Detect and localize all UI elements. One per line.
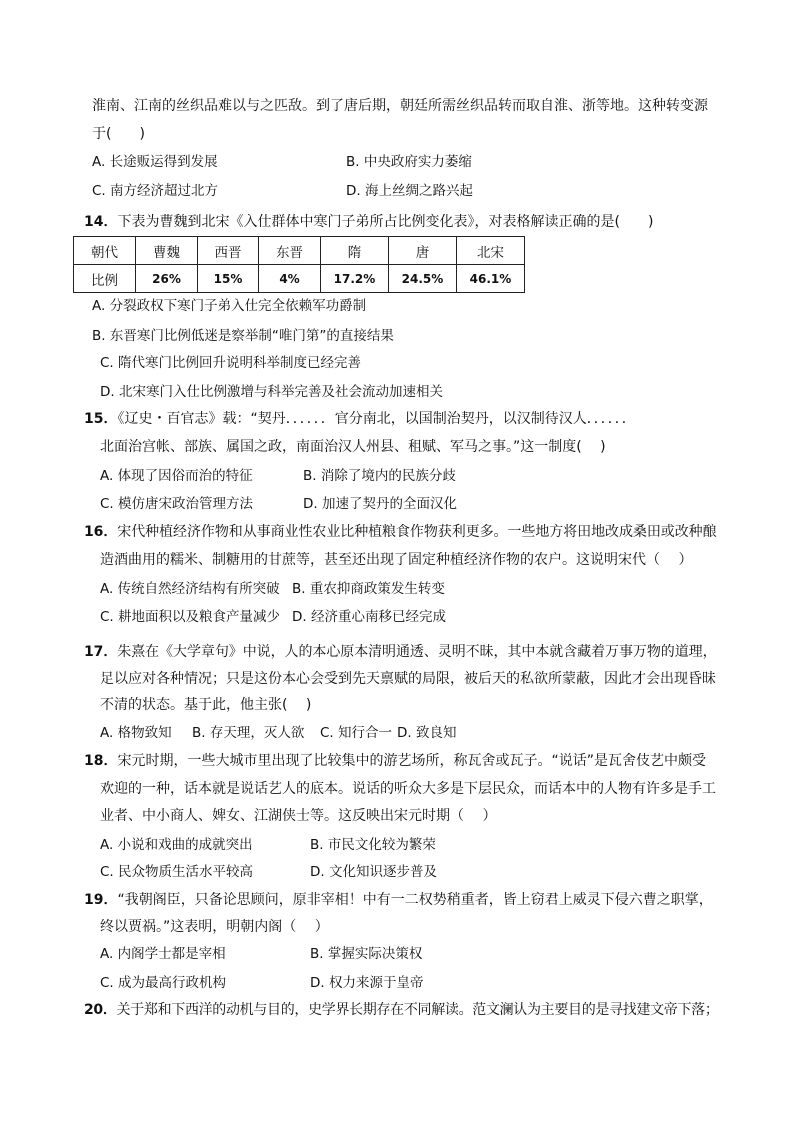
q13-stem-line-2: 于( ) [92, 126, 145, 142]
table-cell: 24.5% [389, 265, 457, 293]
q17-stem-line-1 [84, 642, 717, 662]
q19-option-b[interactable]: B. 掌握实际决策权 [310, 946, 423, 962]
q15-number: 15． [84, 411, 118, 427]
q15-option-b[interactable]: B. 消除了境内的民族分歧 [303, 468, 456, 484]
q19-option-a[interactable]: A. 内阁学士都是宰相 [100, 946, 226, 962]
table-header-row [74, 237, 525, 265]
q18-option-b[interactable]: B. 市民文化较为繁荣 [310, 837, 436, 853]
table-cell: 17.2% [321, 265, 389, 293]
q18-number: 18． [84, 753, 118, 769]
q18-option-d[interactable]: D. 文化知识逐步普及 [310, 864, 437, 880]
table-header-cell: 朝代 [74, 237, 136, 265]
table-cell: 15% [198, 265, 259, 293]
q15-stem-line-1 [84, 409, 636, 429]
q17-stem-line-3: 不清的状态。基于此，他主张( ) [100, 697, 312, 713]
table-cell: 比例 [74, 265, 136, 293]
table-cell: 46.1% [457, 265, 525, 293]
q16-stem-text: 宋代种植经济作物和从事商业性农业比种植粮食作物获利更多。一些地方将田地改成桑田或改种酿 [117, 524, 717, 540]
q14-option-a[interactable]: A. 分裂政权下寒门子弟入仕完全依赖军功爵制 [92, 298, 367, 314]
q19-number: 19． [84, 892, 118, 908]
table-header-cell: 北宋 [457, 237, 525, 265]
q17-option-c[interactable]: C. 知行合一 [320, 725, 393, 741]
q18-stem-line-2: 欢迎的一种，话本就是说话艺人的底本。说话的听众大多是下层民众，而话本中的人物有许多是手工 [100, 781, 716, 797]
q15-stem-line-2: 北面治宫帐、部族、属国之政，南面治汉人州县、租赋、军马之事。”这一制度( ) [100, 439, 606, 455]
q18-stem-text: 宋元时期，一些大城市里出现了比较集中的游艺场所，称瓦舍或瓦子。“说话”是瓦舍伎艺中颇受 [117, 753, 706, 769]
q20-number: 20． [84, 1002, 117, 1018]
q14-stem [84, 212, 653, 232]
q18-option-a[interactable]: A. 小说和戏曲的成就突出 [100, 837, 253, 853]
q19-stem-line-2: 终以贾祸。”这表明，明朝内阁（ ） [100, 919, 329, 935]
q19-stem-text: “我朝阁臣，只备论思顾问，原非宰相！中有一二权势稍重者，皆上窃君上威灵下侵六曹之职掌， [117, 892, 713, 908]
table-header-cell: 东晋 [259, 237, 321, 265]
q18-stem-line-1 [84, 751, 706, 771]
q16-stem-line-1 [84, 522, 717, 542]
q17-option-a[interactable]: A. 格物致知 [100, 725, 172, 741]
q18-option-c[interactable]: C. 民众物质生活水平较高 [100, 864, 254, 880]
q13-option-b[interactable]: B. 中央政府实力萎缩 [346, 154, 472, 170]
q20-stem-text: 关于郑和下西洋的动机与目的，史学界长期存在不同解读。范文澜认为主要目的是寻找建文帝下落； [116, 1002, 719, 1018]
q16-option-d[interactable]: D. 经济重心南移已经完成 [292, 609, 446, 625]
q16-option-a[interactable]: A. 传统自然经济结构有所突破 [100, 581, 280, 597]
q16-option-c[interactable]: C. 耕地面积以及粮食产量减少 [100, 609, 281, 625]
q14-stem-text: 下表为曹魏到北宋《入仕群体中寒门子弟所占比例变化表》，对表格解读正确的是( ) [117, 214, 654, 230]
table-header-cell: 曹魏 [136, 237, 198, 265]
q18-stem-line-3: 业者、中小商人、婢女、江湖侠士等。这反映出宋元时期（ ） [100, 808, 497, 824]
table-header-cell: 西晋 [198, 237, 259, 265]
q13-option-d[interactable]: D. 海上丝绸之路兴起 [346, 183, 473, 199]
table-cell: 4% [259, 265, 321, 293]
q17-option-b[interactable]: B. 存天理，灭人欲 [192, 725, 305, 741]
q19-stem-line-1 [84, 890, 713, 910]
q17-stem-line-2: 足以应对各种情况；只是这份本心会受到先天禀赋的局限，被后天的私欲所蒙蔽，因此才会出现昏昧 [100, 671, 716, 687]
q14-number: 14． [84, 214, 118, 230]
q20-stem-line-1 [84, 1000, 719, 1020]
q13-option-c[interactable]: C. 南方经济超过北方 [92, 183, 219, 199]
q15-stem-text: 《辽史・百官志》载：“契丹．．．．．．官分南北，以国制治契丹，以汉制待汉人．．．．．． [117, 411, 636, 427]
q13-stem-line-1: 淮南、江南的丝织品难以与之匹敌。到了唐后期，朝廷所需丝织品转而取自淮、浙等地。这种转变源 [92, 98, 708, 114]
q13-option-a[interactable]: A. 长途贩运得到发展 [92, 154, 218, 170]
q16-option-b[interactable]: B. 重农抑商政策发生转变 [292, 581, 445, 597]
q15-option-a[interactable]: A. 体现了因俗而治的特征 [100, 468, 253, 484]
q16-number: 16． [84, 524, 118, 540]
q17-number: 17． [84, 644, 118, 660]
table-cell: 26% [136, 265, 198, 293]
table-header-cell: 隋 [321, 237, 389, 265]
q14-table [73, 236, 525, 293]
q15-option-d[interactable]: D. 加速了契丹的全面汉化 [303, 496, 457, 512]
table-row [74, 265, 525, 293]
q14-option-b[interactable]: B. 东晋寒门比例低迷是察举制“唯门第”的直接结果 [92, 328, 394, 344]
q15-option-c[interactable]: C. 模仿唐宋政治管理方法 [100, 496, 254, 512]
q16-stem-line-2: 造酒曲用的糯米、制糖用的甘蔗等，甚至还出现了固定种植经济作物的农户。这说明宋代（ ） [100, 552, 693, 568]
table-header-cell: 唐 [389, 237, 457, 265]
q17-stem-text: 朱熹在《大学章句》中说，人的本心原本清明通透、灵明不昧，其中本就含藏着万事万物的道理， [117, 644, 717, 660]
q19-option-c[interactable]: C. 成为最高行政机构 [100, 975, 227, 991]
q14-option-d[interactable]: D. 北宋寒门入仕比例激增与科举完善及社会流动加速相关 [100, 384, 443, 400]
q14-option-c[interactable]: C. 隋代寒门比例回升说明科举制度已经完善 [100, 355, 362, 371]
q17-option-d[interactable]: D. 致良知 [397, 725, 457, 741]
q19-option-d[interactable]: D. 权力来源于皇帝 [310, 975, 424, 991]
